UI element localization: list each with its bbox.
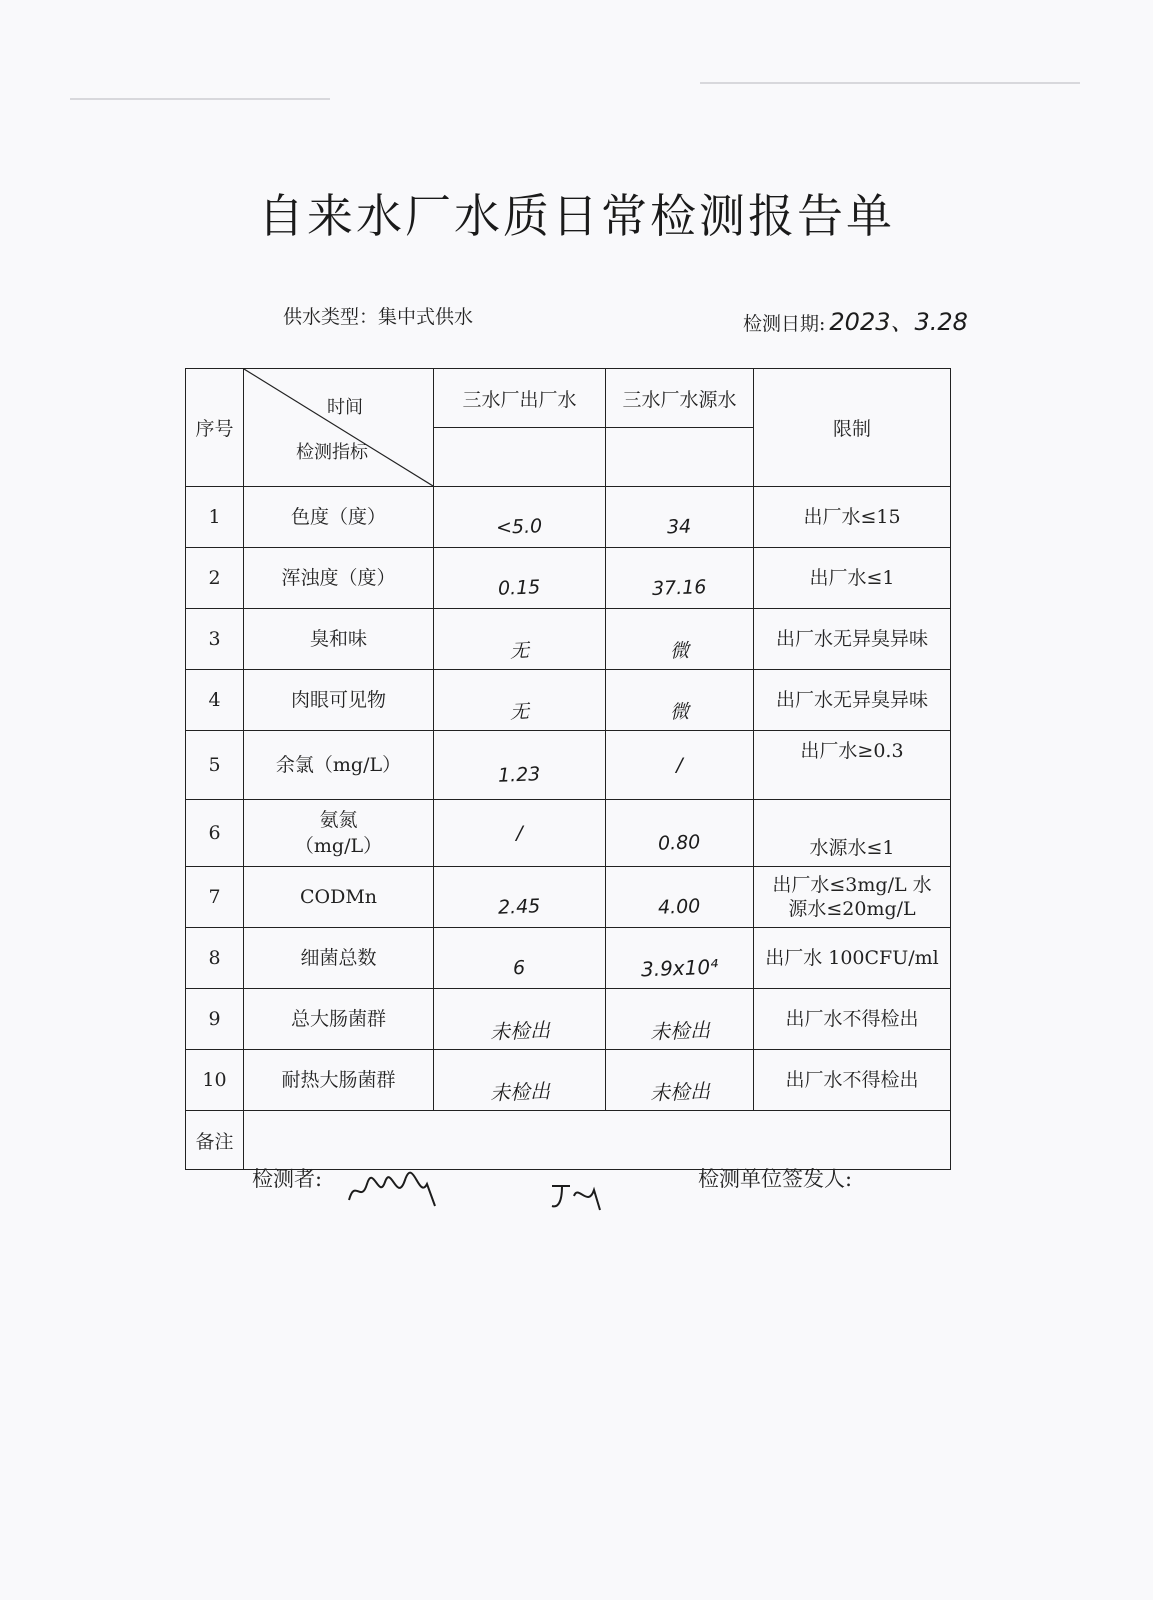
signer-label: 检测单位签发人: xyxy=(698,1167,853,1191)
outlet-value xyxy=(434,548,606,609)
indicator-name: 总大肠菌群 xyxy=(244,989,434,1050)
row-number: 5 xyxy=(186,731,244,800)
handwritten-value: 1.23 xyxy=(497,763,542,787)
table-row xyxy=(186,867,951,928)
note-label: 备注 xyxy=(186,1111,244,1170)
outlet-value xyxy=(434,800,606,867)
supply-type-label: 供水类型： xyxy=(283,306,379,328)
handwritten-value: 未检出 xyxy=(489,1078,550,1105)
table-row xyxy=(186,928,951,989)
limit-value: 出厂水≤1 xyxy=(754,548,951,609)
handwritten-value: 未检出 xyxy=(649,1078,710,1105)
table-row xyxy=(186,670,951,731)
row-number: 10 xyxy=(186,1050,244,1111)
source-water-header: 三水厂水源水 xyxy=(606,369,754,428)
row-number: 3 xyxy=(186,609,244,670)
outlet-value xyxy=(434,928,606,989)
limit-value: 出厂水无异臭异味 xyxy=(754,670,951,731)
table-row xyxy=(186,1050,951,1111)
indicator-name: 余氯（mg/L） xyxy=(244,731,434,800)
handwritten-value: 微 xyxy=(669,700,690,723)
source-value xyxy=(606,487,754,548)
limit-value: 出厂水不得检出 xyxy=(754,1050,951,1111)
table-row xyxy=(186,609,951,670)
note-value xyxy=(244,1111,951,1170)
limit-value: 出厂水 100CFU/ml xyxy=(754,928,951,989)
row-number: 9 xyxy=(186,989,244,1050)
source-value xyxy=(606,670,754,731)
row-number: 2 xyxy=(186,548,244,609)
row-number: 8 xyxy=(186,928,244,989)
handwritten-value: 未检出 xyxy=(649,1017,710,1044)
row-number: 1 xyxy=(186,487,244,548)
source-value xyxy=(606,800,754,867)
indicator-name: 浑浊度（度） xyxy=(244,548,434,609)
handwritten-value: 微 xyxy=(669,639,690,662)
outlet-value xyxy=(434,867,606,928)
diagonal-line xyxy=(244,369,433,486)
limit-value: 水源水≤1 xyxy=(754,800,951,867)
source-time-cell xyxy=(606,428,754,487)
row-number: 7 xyxy=(186,867,244,928)
outlet-value xyxy=(434,487,606,548)
test-date xyxy=(743,302,968,337)
source-value xyxy=(606,548,754,609)
indicator-name: 细菌总数 xyxy=(244,928,434,989)
handwritten-value: 0.80 xyxy=(657,831,702,855)
test-date-value: 2023、3.28 xyxy=(829,308,968,336)
handwritten-value: 0.15 xyxy=(497,576,542,600)
report-table xyxy=(185,368,951,1170)
handwritten-value: 无 xyxy=(509,700,530,723)
indicator-name: 臭和味 xyxy=(244,609,434,670)
table-row xyxy=(186,548,951,609)
indicator-name: 肉眼可见物 xyxy=(244,670,434,731)
limit-header: 限制 xyxy=(754,369,951,487)
seq-header: 序号 xyxy=(186,369,244,487)
table-row xyxy=(186,487,951,548)
handwritten-value: 4.00 xyxy=(657,895,702,919)
handwritten-value: <5.0 xyxy=(496,515,543,539)
note-row xyxy=(186,1111,951,1170)
handwritten-value: 34 xyxy=(667,515,692,539)
outlet-value xyxy=(434,1050,606,1111)
row-number: 4 xyxy=(186,670,244,731)
inspector-signature-2 xyxy=(548,1178,608,1214)
time-header: 时间 xyxy=(327,397,363,418)
source-value xyxy=(606,867,754,928)
outlet-value xyxy=(434,609,606,670)
table-row xyxy=(186,989,951,1050)
limit-value: 出厂水≤15 xyxy=(754,487,951,548)
limit-value: 出厂水无异臭异味 xyxy=(754,609,951,670)
limit-value: 出厂水≤3mg/L 水源水≤20mg/L xyxy=(754,867,951,928)
indicator-name: 色度（度） xyxy=(244,487,434,548)
source-value xyxy=(606,1050,754,1111)
handwritten-value: 无 xyxy=(509,639,530,662)
inspector-label: 检测者: xyxy=(252,1167,323,1191)
supply-type-value: 集中式供水 xyxy=(378,306,474,328)
source-value xyxy=(606,609,754,670)
source-value xyxy=(606,989,754,1050)
source-value xyxy=(606,731,754,800)
handwritten-value: / xyxy=(516,822,523,844)
handwritten-value: 未检出 xyxy=(489,1017,550,1044)
outlet-value xyxy=(434,731,606,800)
outlet-value xyxy=(434,670,606,731)
handwritten-value: 2.45 xyxy=(497,895,542,919)
diagonal-header-cell xyxy=(244,369,434,487)
test-date-label: 检测日期: xyxy=(743,313,826,335)
handwritten-value: 3.9x10⁴ xyxy=(640,954,719,982)
outlet-time-cell xyxy=(434,428,606,487)
handwritten-value: / xyxy=(676,754,683,776)
table-row xyxy=(186,731,951,800)
row-number: 6 xyxy=(186,800,244,867)
limit-value: 出厂水≥0.3 xyxy=(754,731,951,800)
supply-type xyxy=(283,302,473,329)
outlet-water-header: 三水厂出厂水 xyxy=(434,369,606,428)
outlet-value xyxy=(434,989,606,1050)
scan-artifact xyxy=(700,82,1080,84)
table-row xyxy=(186,800,951,867)
indicator-header: 检测指标 xyxy=(296,442,368,463)
header-row xyxy=(186,369,951,428)
handwritten-value: 6 xyxy=(513,956,526,980)
handwritten-value: 37.16 xyxy=(651,576,708,600)
inspector-signature-1 xyxy=(345,1170,445,1210)
indicator-name: CODMn xyxy=(244,867,434,928)
source-value xyxy=(606,928,754,989)
page-title: 自来水厂水质日常检测报告单 xyxy=(258,189,895,243)
indicator-name: 氨氮（mg/L） xyxy=(244,800,434,867)
scan-artifact xyxy=(70,98,330,100)
limit-value: 出厂水不得检出 xyxy=(754,989,951,1050)
indicator-name: 耐热大肠菌群 xyxy=(244,1050,434,1111)
